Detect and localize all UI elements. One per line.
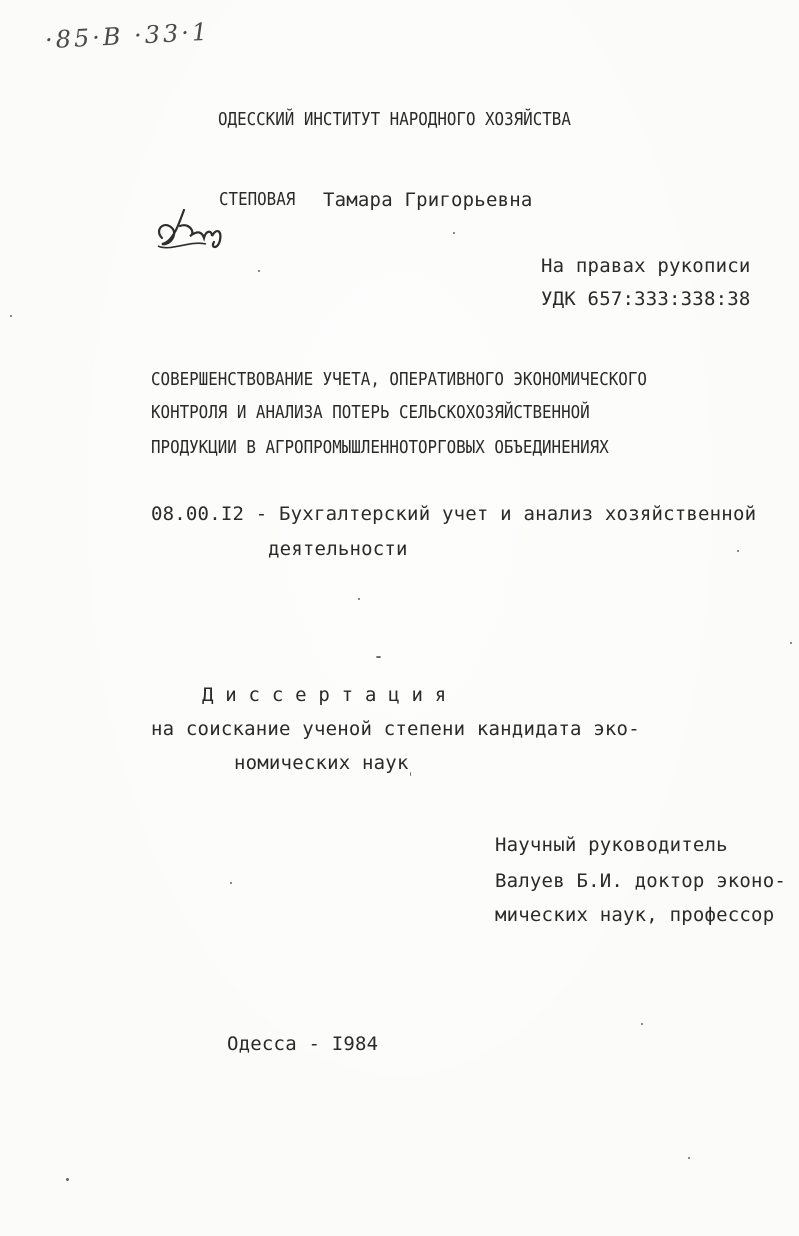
supervisor-title: Научный руководитель <box>495 834 728 856</box>
scan-speck <box>358 598 360 600</box>
scan-speck <box>453 232 455 234</box>
author-given-names: Тамара Григорьевна <box>323 189 533 211</box>
scan-speck <box>688 1157 690 1159</box>
scan-speck <box>258 270 260 272</box>
dissertation-line-1: на соискание ученой степени кандидата эко- <box>151 718 640 740</box>
scan-speck <box>230 882 232 884</box>
dissertation-heading: Д и с с е р т а ц и я <box>202 684 447 706</box>
scan-speck <box>376 656 381 658</box>
scan-speck <box>641 1023 643 1025</box>
udc-code: УДК 657:333:338:38 <box>541 288 751 310</box>
dissertation-line-2: номических наук <box>234 752 409 774</box>
scan-speck <box>66 1178 69 1181</box>
archive-mark: ·85·В ·33·1 <box>44 17 211 55</box>
institute-name: ОДЕССКИЙ ИНСТИТУТ НАРОДНОГО ХОЗЯЙСТВА <box>218 109 571 130</box>
manuscript-rights: На правах рукописи <box>541 255 751 277</box>
signature-icon <box>150 200 230 260</box>
author-surname: СТЕПОВАЯ <box>219 189 296 210</box>
title-line-1: СОВЕРШЕНСТВОВАНИЕ УЧЕТА, ОПЕРАТИВНОГО ЭКОНОМИЧЕСКОГО <box>151 369 647 390</box>
title-line-3: ПРОДУКЦИИ В АГРОПРОМЫШЛЕННОТОРГОВЫХ ОБЪЕДИНЕНИЯХ <box>151 437 609 458</box>
place-year: Одесса - I984 <box>227 1033 379 1055</box>
scan-speck <box>790 642 792 644</box>
scan-speck <box>10 315 12 317</box>
scan-speck <box>410 772 411 776</box>
title-line-2: КОНТРОЛЯ И АНАЛИЗА ПОТЕРЬ СЕЛЬСКОХОЗЯЙСТВЕННОЙ <box>151 402 590 423</box>
supervisor-degree: мических наук, профессор <box>495 904 775 926</box>
supervisor-name: Валуев Б.И. доктор эконо- <box>495 870 786 892</box>
scan-speck <box>737 550 739 552</box>
specialty-line-1: 08.00.I2 - Бухгалтерский учет и анализ хозяйственной <box>151 503 757 525</box>
specialty-line-2: деятельности <box>268 538 408 560</box>
